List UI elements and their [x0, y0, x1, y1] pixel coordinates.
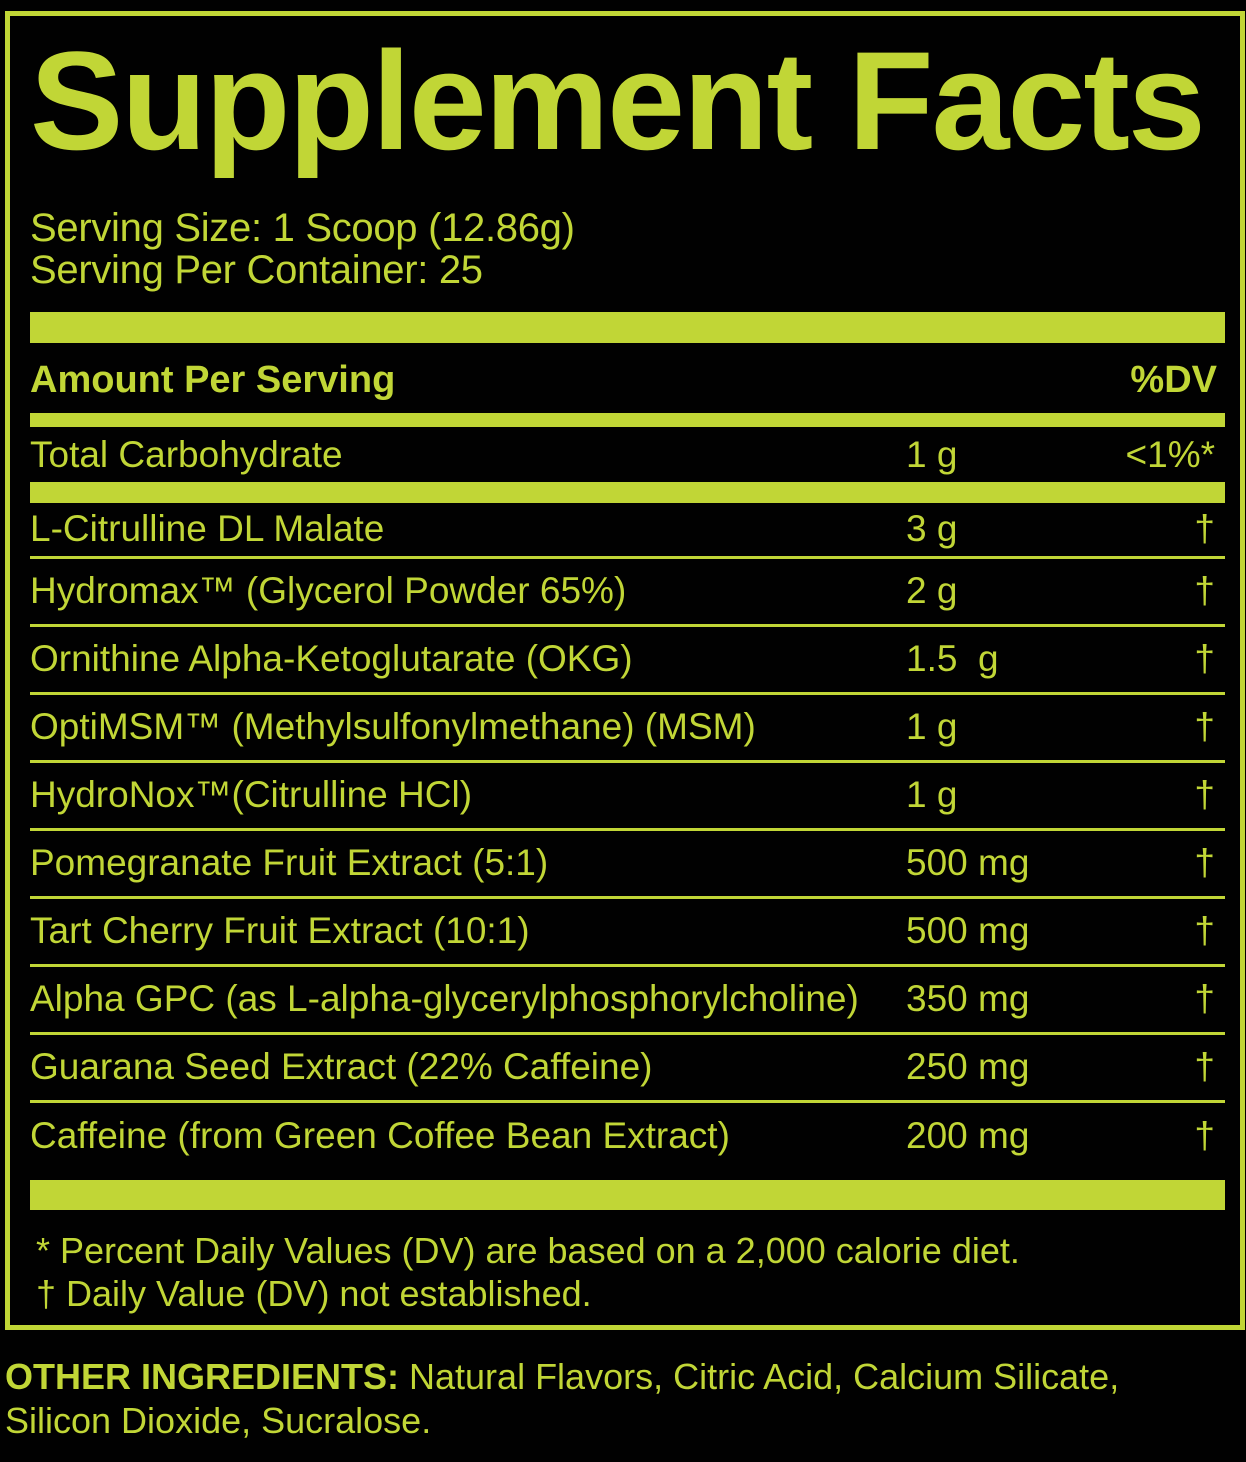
- ingredient-amount: 1.5 g: [906, 638, 999, 680]
- ingredient-name: Pomegranate Fruit Extract (5:1): [30, 842, 549, 884]
- ingredient-dv: <1%*: [1125, 433, 1215, 475]
- ingredient-name: HydroNox™(Citrulline HCl): [30, 774, 473, 816]
- ingredient-amount: 1 g: [906, 706, 958, 748]
- ingredient-dv: †: [1194, 978, 1215, 1020]
- table-row: [30, 503, 1225, 559]
- separator-bar-top: [30, 312, 1225, 343]
- other-ingredients-label: OTHER INGREDIENTS:: [5, 1356, 400, 1397]
- table-row: [30, 1035, 1225, 1103]
- footnotes: [36, 1229, 1225, 1315]
- separator-bar-header: [30, 413, 1225, 427]
- ingredient-name: Total Carbohydrate: [30, 433, 343, 475]
- ingredient-amount: 250 mg: [906, 1046, 1030, 1088]
- ingredient-dv: †: [1194, 706, 1215, 748]
- footnote-not-established: † Daily Value (DV) not established.: [36, 1273, 592, 1314]
- serving-size: Serving Size: 1 Scoop (12.86g): [30, 206, 575, 250]
- ingredient-dv: †: [1194, 1115, 1215, 1157]
- ingredient-dv: †: [1194, 638, 1215, 680]
- other-ingredients-line1: Natural Flavors, Citric Acid, Calcium Silicate,: [399, 1356, 1120, 1397]
- table-row: [30, 763, 1225, 831]
- ingredient-amount: 3 g: [906, 508, 958, 550]
- amount-per-serving-label: Amount Per Serving: [30, 358, 396, 401]
- page-title: Supplement Facts: [30, 22, 1204, 179]
- percent-dv-label: %DV: [1130, 358, 1217, 401]
- table-row: [30, 967, 1225, 1035]
- other-ingredients-line2: Silicon Dioxide, Sucralose.: [5, 1400, 432, 1441]
- table-row: [30, 1103, 1225, 1170]
- ingredient-dv: †: [1194, 842, 1215, 884]
- ingredient-amount: 1 g: [906, 774, 958, 816]
- separator-bar-carb: [30, 482, 1225, 503]
- ingredient-table: [30, 503, 1225, 1170]
- table-row: [30, 899, 1225, 967]
- ingredient-amount: 350 mg: [906, 978, 1030, 1020]
- ingredient-name: OptiMSM™ (Methylsulfonylmethane) (MSM): [30, 706, 756, 748]
- separator-bar-bottom: [30, 1180, 1225, 1210]
- facts-box: [5, 11, 1245, 1330]
- other-ingredients: [5, 1355, 1215, 1443]
- ingredient-dv: †: [1194, 774, 1215, 816]
- serving-info: [30, 207, 1225, 291]
- table-row: [30, 831, 1225, 899]
- ingredient-name: L-Citrulline DL Malate: [30, 508, 385, 550]
- ingredient-name: Caffeine (from Green Coffee Bean Extract): [30, 1115, 730, 1157]
- ingredient-amount: 500 mg: [906, 910, 1030, 952]
- ingredient-dv: †: [1194, 508, 1215, 550]
- ingredient-amount: 200 mg: [906, 1115, 1030, 1157]
- ingredient-name: Alpha GPC (as L-alpha-glycerylphosphorylcholine): [30, 978, 859, 1020]
- ingredient-name: Ornithine Alpha-Ketoglutarate (OKG): [30, 638, 633, 680]
- ingredient-name: Tart Cherry Fruit Extract (10:1): [30, 910, 530, 952]
- ingredient-amount: 500 mg: [906, 842, 1030, 884]
- table-row: [30, 627, 1225, 695]
- ingredient-dv: †: [1194, 1046, 1215, 1088]
- footnote-percent-dv: * Percent Daily Values (DV) are based on a 2,000 calorie diet.: [36, 1230, 1020, 1271]
- ingredient-name: Guarana Seed Extract (22% Caffeine): [30, 1046, 653, 1088]
- ingredient-dv: †: [1194, 570, 1215, 612]
- ingredient-name: Hydromax™ (Glycerol Powder 65%): [30, 570, 627, 612]
- table-header: [30, 357, 1225, 403]
- table-row-total-carbohydrate: [30, 432, 1225, 478]
- table-row: [30, 559, 1225, 627]
- ingredient-amount: 2 g: [906, 570, 958, 612]
- ingredient-dv: †: [1194, 910, 1215, 952]
- servings-per-container: Serving Per Container: 25: [30, 248, 483, 292]
- table-row: [30, 695, 1225, 763]
- ingredient-amount: 1 g: [906, 433, 958, 475]
